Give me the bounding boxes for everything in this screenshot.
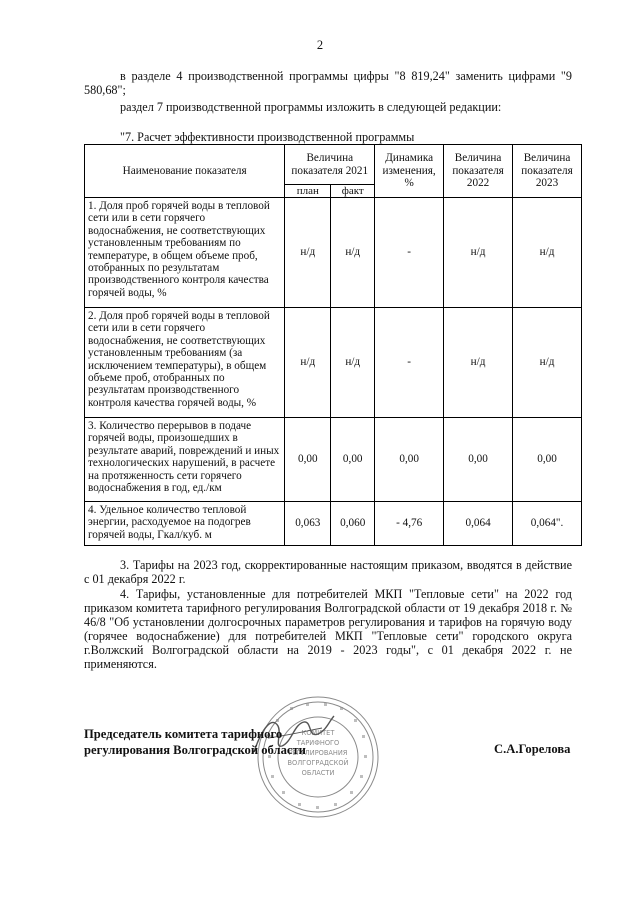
cell-fact: 0,00 [331,418,375,502]
table-caption: "7. Расчет эффективности производственной программы [120,130,415,144]
table-row [85,502,582,546]
cell-value-2022: н/д [444,198,513,308]
page-number: 2 [316,38,324,52]
row-name: 3. Количество перерывов в подаче горячей воды, произошедших в результате аварий, повреждений и иных технологических нарушений, в расчете на протяженность сети горячего водоснабжения в год, ед./км [85,418,285,502]
table-header-row [85,145,582,185]
cell-fact: 0,060 [331,502,375,546]
row-name: 1. Доля проб горячей воды в тепловой сети или в сети горячего водоснабжения, не соответствующих установленным требованиям по температуре, в общем объеме проб, отобранных по результатам производственного контроля качества горячей воды, % [85,198,285,308]
cell-value-2022: н/д [444,308,513,418]
header-plan: план [285,185,331,198]
cell-value-2023: 0,064". [513,502,582,546]
signatory-position-line2: регулирования Волгоградской области [84,743,306,757]
paragraph-section4-change: в разделе 4 производственной программы цифры "8 819,24" заменить цифрами "9 580,68"; [84,69,572,97]
cell-plan: 0,00 [285,418,331,502]
table-row [85,308,582,418]
cell-fact: н/д [331,198,375,308]
cell-plan: н/д [285,198,331,308]
header-value-2023: Величина показателя 2023 [513,145,582,198]
efficiency-table [84,144,582,546]
stamp-line-4: ВОЛГОГРАДСКОЙ [287,759,349,767]
signatory-name: С.А.Горелова [494,742,571,756]
signatory-position-line1: Председатель комитета тарифного [84,727,283,741]
header-value-2022: Величина показателя 2022 [444,145,513,198]
signatory-position [84,726,306,758]
header-fact: факт [331,185,375,198]
header-value-2021: Величина показателя 2021 [285,145,375,185]
cell-value-2023: н/д [513,308,582,418]
table-row [85,198,582,308]
cell-dynamics: - [375,308,444,418]
cell-value-2023: 0,00 [513,418,582,502]
row-name: 4. Удельное количество тепловой энергии, расходуемое на подогрев горячей воды, Гкал/куб. м [85,502,285,546]
cell-value-2022: 0,064 [444,502,513,546]
cell-fact: н/д [331,308,375,418]
cell-dynamics: 0,00 [375,418,444,502]
cell-value-2022: 0,00 [444,418,513,502]
cell-value-2023: н/д [513,198,582,308]
stamp-line-1: КОМИТЕТ [301,729,335,737]
cell-plan: 0,063 [285,502,331,546]
paragraph-tariffs-2023: 3. Тарифы на 2023 год, скорректированные настоящим приказом, вводятся в действие с 01 декабря 2022 г. [84,558,572,586]
cell-dynamics: - 4,76 [375,502,444,546]
paragraph-section7-intro: раздел 7 производственной программы изложить в следующей редакции: [120,100,502,114]
paragraph-tariffs-2022: 4. Тарифы, установленные для потребителей МКП "Тепловые сети" на 2022 год приказом комитета тарифного регулирования Волгоградской области от 19 декабря 2018 г. № 46/8 "Об установлении долгосрочных параметров регулирования и тарифов на горячую воду (горячее водоснабжение) для потребителей МКП "Тепловые сети" городского округа г.Волжский Волгоградской области на 2019 - 2023 годы", с 01 декабря 2022 г. не применяются. [84,587,572,671]
table-row [85,418,582,502]
header-name: Наименование показателя [85,145,285,198]
stamp-line-2: ТАРИФНОГО [296,739,340,747]
cell-plan: н/д [285,308,331,418]
stamp-line-5: ОБЛАСТИ [301,769,335,777]
header-dynamics: Динамика изменения, % [375,145,444,198]
cell-dynamics: - [375,198,444,308]
stamp-line-3: РЕГУЛИРОВАНИЯ [288,749,348,757]
row-name: 2. Доля проб горячей воды в тепловой сети или в сети горячего водоснабжения, не соответствующих установленным требованиям (за исключением температуры), в общем объеме проб, отобранных по результатам производственного контроля качества горячей воды, % [85,308,285,418]
